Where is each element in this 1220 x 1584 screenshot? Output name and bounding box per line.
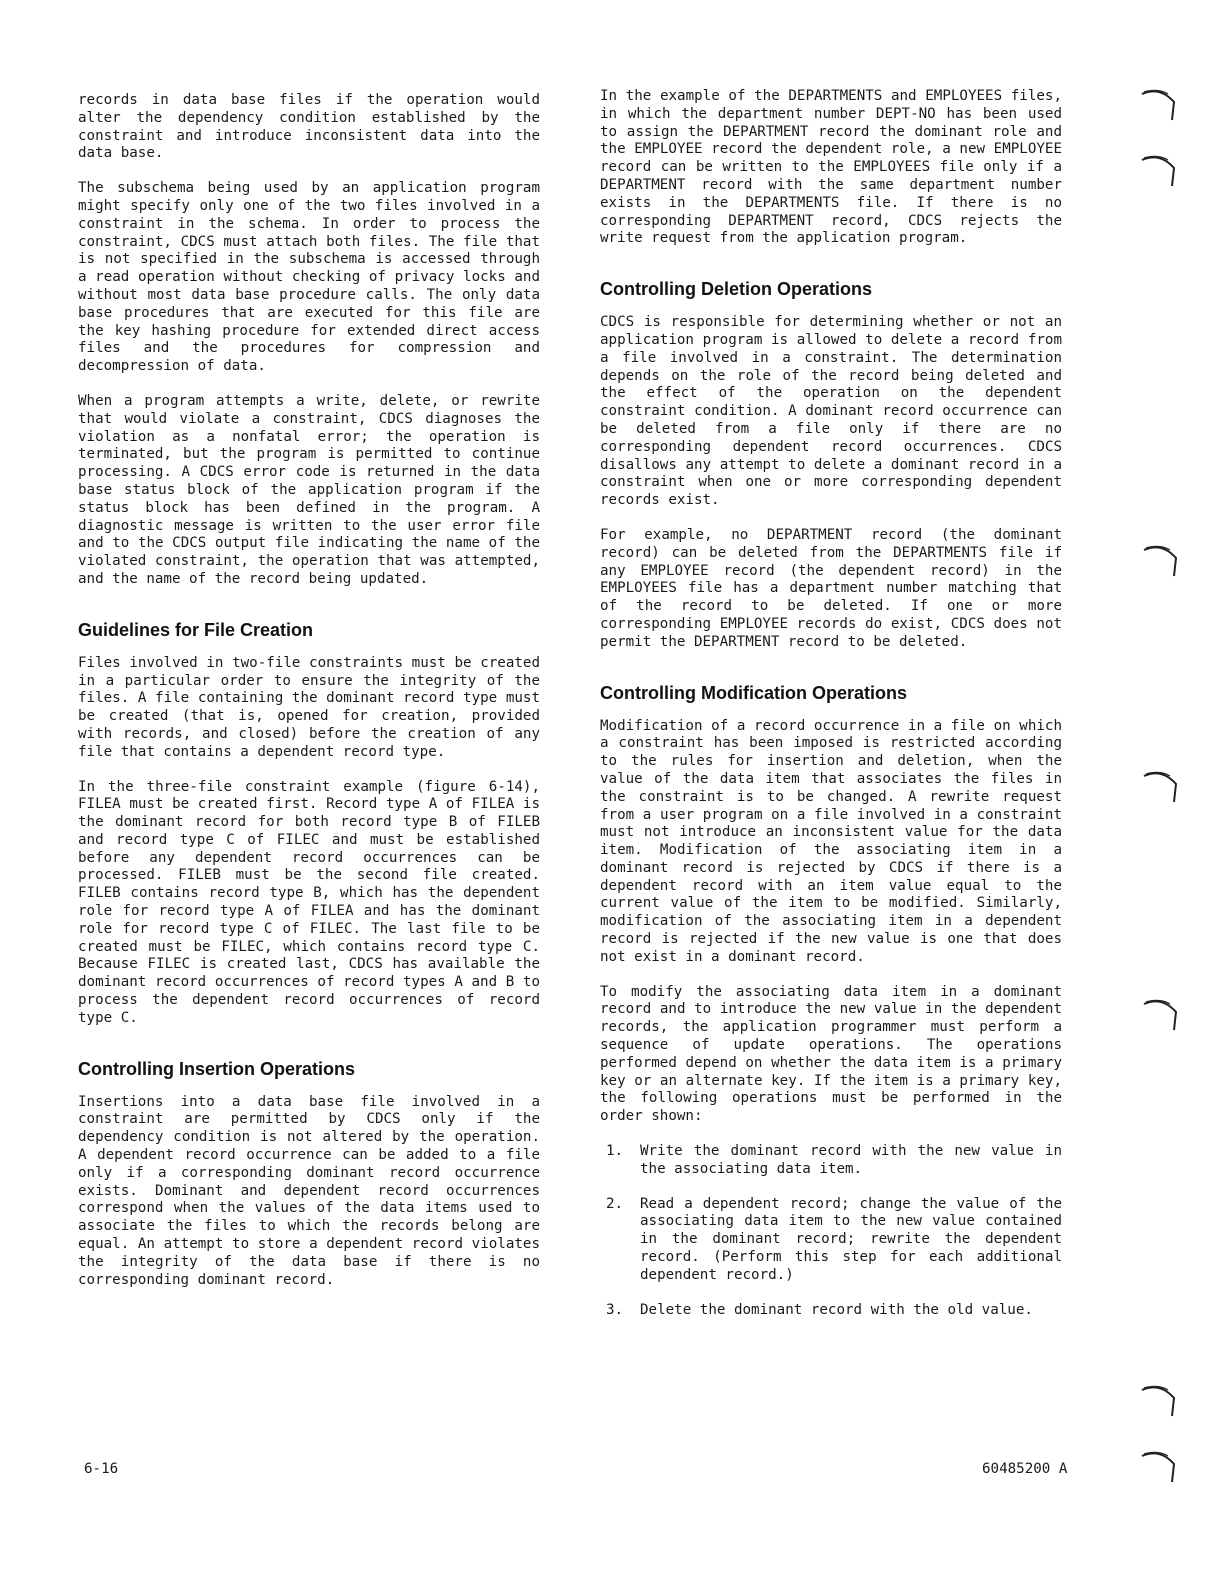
body-paragraph: For example, no DEPARTMENT record (the dominant record) can be deleted from the DEPARTMENTS file if any EMPLOYEE record (the dependent record) in the EMPLOYEES file has a department number matching that of the record to be deleted. If one or more corresponding EMPLOYEE records do exist, CDCS does not permit the DEPARTMENT record to be deleted. xyxy=(600,526,1062,650)
list-text: Read a dependent record; change the value of the associating data item to the new value contained in the dominant record; rewrite the dependent record. (Perform this step for each additional dependent record.) xyxy=(640,1195,1062,1283)
list-item xyxy=(600,1196,1062,1285)
binder-hole-icon xyxy=(1138,1380,1178,1420)
body-paragraph: To modify the associating data item in a dominant record and to introduce the new value in the dependent records, the application programmer must perform a sequence of update operations. The operations performed depend on whether the data item is a primary key or an alternate key. If the item is a primary key, the following operations must be performed in the order shown: xyxy=(600,983,1062,1125)
section-heading: Guidelines for File Creation xyxy=(78,619,314,640)
body-paragraph: Files involved in two-file constraints must be created in a particular order to ensure the integrity of the files. A file containing the dominant record type must be created (that is, opened for creation, provided with records, and closed) before the creation of any file that contains a dependent record type. xyxy=(78,654,540,760)
section-heading: Controlling Modification Operations xyxy=(600,682,907,703)
section-heading: Controlling Deletion Operations xyxy=(600,279,873,300)
left-column xyxy=(78,92,540,1289)
list-number: 3. xyxy=(606,1301,624,1318)
page-number: 6-16 xyxy=(84,1461,119,1477)
right-column xyxy=(600,88,1062,1336)
body-paragraph: In the three-file constraint example (figure 6-14), FILEA must be created first. Record type A of FILEA is the dominant record for both record type B of FILEB and record type C of FILEC and must be established before any dependent record occurrences can be processed. FILEB must be the second file created. FILEB contains record type B, which has the dependent role for record type A of FILEA and has the dominant role for record type C of FILEC. The last file to be created must be FILEC, which contains record type C. Because FILEC is created last, CDCS has available the dominant record occurrences of record types A and B to process the dependent record occurrences of record type C. xyxy=(78,778,540,1026)
section-heading: Controlling Insertion Operations xyxy=(78,1058,356,1079)
list-number: 1. xyxy=(606,1143,624,1160)
list-text: Delete the dominant record with the old value. xyxy=(640,1301,1033,1318)
body-paragraph: In the example of the DEPARTMENTS and EMPLOYEES files, in which the department number DEPT-NO has been used to assign the DEPARTMENT record the dominant role and the EMPLOYEE record the dependent role, a new EMPLOYEE record can be written to the EMPLOYEES file only if a DEPARTMENT record with the same department number exists in the DEPARTMENTS file. If there is no corresponding DEPARTMENT record, CDCS rejects the write request from the application program. xyxy=(600,88,1062,247)
body-paragraph: Insertions into a data base file involved in a constraint are permitted by CDCS only if the dependency condition is not altered by the operation. A dependent record occurrence can be added to a file only if a corresponding dominant record occurrence exists. Dominant and dependent record occurrences correspond when the values of the data items used to associate the files to which the records belong are equal. An attempt to store a dependent record violates the integrity of the data base if there is no corresponding dominant record. xyxy=(78,1093,540,1288)
list-item xyxy=(600,1302,1062,1320)
binder-hole-icon xyxy=(1138,150,1178,190)
body-paragraph: CDCS is responsible for determining whether or not an application program is allowed to delete a record from a file involved in a constraint. The determination depends on the role of the record being deleted and the effect of the operation on the dependent constraint condition. A dominant record occurrence can be deleted from a file only if there are no corresponding dependent record occurrences. CDCS disallows any attempt to delete a dominant record in a constraint when one or more corresponding dependent records exist. xyxy=(600,314,1062,509)
list-item xyxy=(600,1143,1062,1179)
binder-hole-icon xyxy=(1138,84,1178,124)
binder-hole-icon xyxy=(1140,540,1180,580)
binder-hole-icon xyxy=(1140,994,1180,1034)
binder-hole-icon xyxy=(1140,766,1180,806)
list-text: Write the dominant record with the new value in the associating data item. xyxy=(640,1143,1062,1177)
binder-hole-icon xyxy=(1138,1446,1178,1486)
body-paragraph: Modification of a record occurrence in a file on which a constraint has been imposed is restricted according to the rules for insertion and deletion, when the value of the data item that associates the files in the constraint is to be changed. A rewrite request from a user program on a file involved in a constraint must not introduce an inconsistent value for the data item. Modification of the associating item in a dominant record is rejected by CDCS if there is a dependent record with an item value equal to the current value of the item to be modified. Similarly, modification of the associating item in a dependent record is rejected if the new value is one that does not exist in a dominant record. xyxy=(600,717,1062,965)
numbered-steps xyxy=(600,1143,1062,1319)
body-paragraph: The subschema being used by an application program might specify only one of the two files involved in a constraint in the schema. In order to process the constraint, CDCS must attach both files. The file that is not specified in the subschema is accessed through a read operation without checking of privacy locks and without most data base procedure calls. The only data base procedures that are executed for this file are the key hashing procedure for extended direct access files and the procedures for compression and decompression of data. xyxy=(78,180,540,375)
list-number: 2. xyxy=(606,1195,624,1212)
body-paragraph: When a program attempts a write, delete, or rewrite that would violate a constraint, CDCS diagnoses the violation as a nonfatal error; the operation is terminated, but the program is permitted to continue processing. A CDCS error code is returned in the data base status block of the application program if the status block has been defined in the program. A diagnostic message is written to the user error file and to the CDCS output file indicating the name of the violated constraint, the operation that was attempted, and the name of the record being updated. xyxy=(78,392,540,587)
body-paragraph: records in data base files if the operation would alter the dependency condition established by the constraint and introduce inconsistent data into the data base. xyxy=(78,92,540,162)
document-number: 60485200 A xyxy=(982,1461,1068,1477)
